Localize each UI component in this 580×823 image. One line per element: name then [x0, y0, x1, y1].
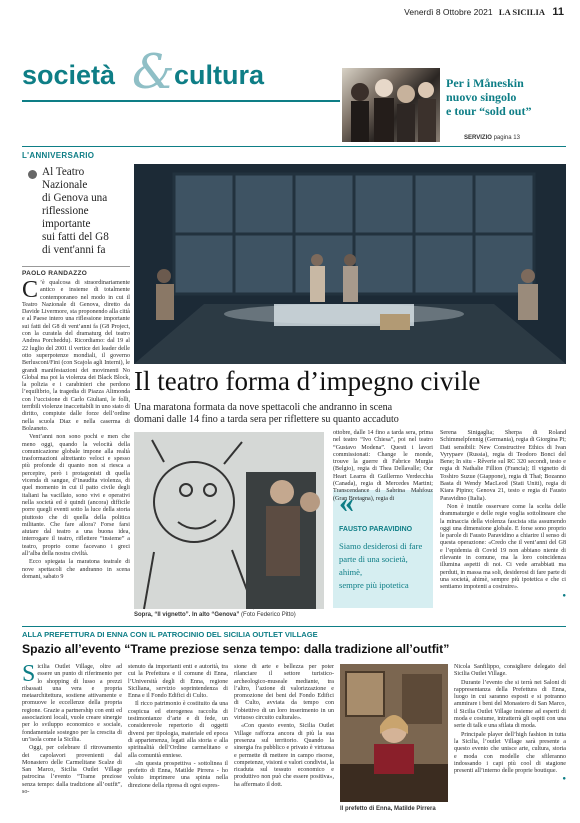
summary-line: Al Teatro: [42, 166, 85, 178]
header-date: Venerdì 8 Ottobre 2021: [404, 7, 493, 17]
summary-line: di vent'anni fa: [42, 244, 106, 256]
subhead-line-1: Una maratona formata da nove spettacoli che andranno in scena: [134, 402, 393, 413]
bottom-column-2: [128, 664, 228, 791]
article-author: PAOLO RANDAZZO: [22, 270, 88, 277]
stage-photo: [134, 164, 566, 364]
bottom-end-mark-icon: ●: [562, 776, 566, 783]
bottom-dropcap: S: [22, 661, 36, 687]
subhead-line-2: domani dalle 14 fino a tarda sera per riflettere su quanto accaduto: [134, 414, 399, 425]
prefetto-caption: Il prefetto di Enna, Matilde Pirrera: [340, 806, 436, 812]
sketch-photo: [134, 432, 324, 609]
section-left: società: [22, 60, 116, 90]
official-portrait-icon: [340, 664, 448, 802]
summary-line: importante: [42, 218, 91, 230]
bottom-column-5: [454, 664, 566, 785]
caption-rest: (Foto Federico Pitto): [241, 612, 296, 618]
sketch-drawing-icon: [134, 432, 324, 609]
bottom-c2-p2: Il ricco patrimonio è costituito da una cospicua ed eterogenea raccolta di testimonianze d’arte e di fede, un considerevole repertorio di oggetti diversi per tipologia, materiale ed epoca di appartenenza, legati alla storia e alla spiritualità dell’Ordine carmelitano e alla comunità enniese.: [128, 701, 228, 759]
quote-box: [333, 486, 433, 608]
col3-p1: Serena Sinigaglia; Sherpa di Roland Schimmelpfennig (Germania), regia di Giorgina Pi; Dati sensibili: New Constructive Ethics di Ivan Vyrypaev (Russia), regia di Teodoro Bonci del Bene; In situ - Rêverie sul RC 320 secondi, testo e regia di Nathalie Fillion (Francia); Il vignetto di Toshiro Suzue (Giappone), regia di Thaï; Bozanno Basta di Wendy MacLeod (Stati Uniti), regia di Kiara Pipino; Genova 21, testo e regia di Fausto Paravidino (Italia).: [440, 430, 566, 502]
article-column-2-cont: [333, 610, 433, 625]
header-page: 11: [552, 6, 564, 18]
quote-text: [339, 540, 431, 592]
quote-line: Siamo desiderosi di fare: [339, 541, 423, 551]
summary-line: di Genova una: [42, 192, 108, 204]
teaser-text[interactable]: [446, 76, 566, 118]
article-column-2: [333, 430, 433, 502]
bottom-c5-end: [454, 776, 566, 783]
article-column-3: [440, 430, 566, 601]
bottom-c5-p1: Nicola Sanfilippo, consigliere delegato del Sicilia Outlet Village.: [454, 664, 566, 678]
section-right: cultura: [174, 60, 265, 90]
col1-p1: ’è qualcosa di straordinariamente antico e insieme di totalmente contemporaneo nel modo in cui il Teatro Nazionale di Genova, diretto da Davide Livermore, sta proponendo alla città e al Paese intero una riflessione importante sui fatti del G8 di vent’anni fa (G8 Project, con la curatela del dramaturg del teatro Andrea Porcheddu). Ricordiamo: dal 19 al 22 luglio del 2001 il vertice dei leader delle otto superpotenze mondiali, il governo Berlusconi/Fini (con Scajola agli Interni), le grandi manifestazioni dei movimenti No Global ma poi la violenza dei Black Block, la polizia e i carabinieri che perdono l’equilibrio, la tragedia di Piazza Alimonda con l’uccisione di Carlo Giuliani, le folli, terribili violenze inaccettabili in uno stato di diritto, compiute dalle forze dell’ordine nella scuola Diaz e nella caserma di Bolzaneto.: [22, 280, 130, 432]
teaser-service: SERVIZIO: [464, 135, 492, 141]
teaser-line-2: nuovo singolo: [446, 90, 517, 104]
quote-name: FAUSTO PARAVIDINO: [339, 526, 413, 533]
summary-line: sui fatti del G8: [42, 231, 109, 243]
caption-bold: Sopra, “Il vignetto”. In alto “Genova”: [134, 612, 240, 618]
bottom-rule: [22, 626, 566, 627]
col3-p2: Non è inutile osservare come la scelta delle drammaturgie e delle regie voglia sottolineare che la minaccia della violenza fascista stia assumendo oggi una dimensione globale. E forse sono proprio le parole di Fausto Paravidino a chiarire il senso di questa operazione: «Credo che il vent’anni del G8 e l’epidemia di Covid 19 non abbiano niente di rilevante in comune, ma la loro coincidenza illumina aspetti di noi. Ci vede arrabbiati ma perduti, in massa ma soli, desiderosi di fare parte di una società, ahimè, sempre più ipotetica e che ci sentiamo impotenti a costruire».: [440, 503, 566, 591]
article-kicker: L'ANNIVERSARIO: [22, 151, 95, 160]
theatre-stage-icon: [134, 164, 566, 364]
section-rule: [22, 100, 340, 102]
teaser-line-1: Per i Måneskin: [446, 76, 524, 90]
bottom-c5-p2: Durante l’evento che si terrà nei Saloni di rappresentanza della Prefettura di Enna, luogo in cui saranno esposti e si potranno ammirare i beni del Monastero di San Marco, il Sicilia Outlet Village insieme ad esperti di moda e costume, intratterrà gli ospiti con una serie di talk e una sfilata di moda.: [454, 679, 566, 730]
bottom-c1-p1: icilia Outlet Village, oltre ad essere un punto di riferimento per lo shopping di lusso a prezzi ribassati una vera e propria metaarchitettura, sostiene attivamente e promuove le eccellenze della propria regione. Grazie a partnership con enti ed associazioni locali, vuole creare sinergie per lo sviluppo economico e sociale, fondamentale sostegno per la crescita di un’isola come la Sicilia.: [22, 664, 122, 743]
subhead: [134, 402, 566, 426]
bottom-c2-p1: stenuto da importanti enti e autorità, tra cui la Prefettura e il comune di Enna, l’Università degli di Enna, regione Siciliana, servizio soprintendenza di Enna e il Fondo Edifici di Culto.: [128, 664, 228, 700]
bottom-c5-p3: Principale player dell’high fashion in tutta la Sicilia, l’outlet Village sarà presente a questo evento che unisce arte, cultura, storia e moda con modelle che sfileranno indossando i capi più cool di stagione presenti all’interno delle proprie boutique.: [454, 731, 566, 775]
teaser-photo: [342, 68, 440, 142]
bottom-kicker: ALLA PREFETTURA DI ENNA CON IL PATROCINIO DEL SICILIA OUTLET VILLAGE: [22, 630, 318, 639]
page-header: [404, 6, 564, 18]
article-summary: [42, 166, 132, 257]
bottom-c1-p2: Oggi, per celebrare il ritrovamento dei capolavori provenienti dal Monastero delle Carmelitane Scalze di San Marco, Sicilia Outlet Village patrocina l’evento “Trame preziose senza tempo: dalla tradizione all’outfit”, so-: [22, 745, 122, 796]
bottom-c2-p3: «In questa prospettiva - sottolinea il prefetto di Enna, Matilde Pirrera - ho voluto imprimere una spinta nella direzione della ripresa di ogni espres-: [128, 760, 228, 789]
col3-end: [440, 593, 566, 600]
col1-p2: Vent’anni non sono pochi e men che meno oggi, quando la velocità della comunicazione globale impone alla realtà trasformazioni altrettanto veloci e spesso più profonde di quanto non si riesca a percepire, però i protagonisti di quella vicenda di sangue, d’inaudita violenza, di quel momento in cui il patto civile degli italiani ha vacillato, sono vivi e operativi nella società ed è quindi (ancora) difficile porre quegli eventi sotto la luce della storia piuttosto che di quella della politica militante. Che fare allora? Forse farsi aiutare dal teatro a una buona idea, interrogare il teatro, riflettere “insieme” a teatro, proprio come facevano i greci all’alba della nostra civiltà.: [22, 434, 130, 557]
band-silhouettes-icon: [342, 68, 440, 142]
bottom-c3-p2: «Con questo evento, Sicilia Outlet Village rafforza ancora di più la sua presenza sul territorio. Quando la sinergia fra pubblico e privato è virtuosa e permette di mettere in campo risorse, competenze, visioni e valori condivisi, la ricaduta sul tessuto economico e produttivo non può che essere positiva», ha affermato il dott.: [234, 723, 335, 788]
headline: Il teatro forma d’impegno civile: [134, 366, 481, 396]
summary-line: riflessione: [42, 205, 89, 217]
quote-line: sempre più ipotetica: [339, 580, 409, 590]
header-paper: LA SICILIA: [498, 7, 545, 17]
dropcap: C: [22, 277, 39, 303]
author-rule: [22, 266, 130, 267]
summary-line: Nazionale: [42, 179, 88, 191]
teaser-ref[interactable]: [464, 135, 520, 141]
quote-line: parte di una società, ahimè,: [339, 554, 408, 577]
bottom-column-1: [22, 661, 122, 797]
col1-p3: Ecco spiegata la maratona teatrale di nove spettacoli che andranno in scena domani, sabato 9: [22, 559, 130, 580]
col2-p1: ottobre, dalle 14 fino a tarda sera, prima nel teatro “Ivo Chiesa”, poi nel teatro “Gustavo Modena”. Questi i lavori commissionati: Change le monde, trouve la guerre di Fabrice Murgia (Belgio), regia di Thea Dellavalle; Our Heart Learns di Guillermo Verdecchia (Canada), regia di Mercedes Martini; Transcendance di Sabrina Mahfouz (Gran Bretagna), regia di: [333, 430, 433, 502]
photo-caption: [134, 612, 296, 618]
bottom-column-3: [234, 664, 334, 790]
teaser-line-3: e tour “sold out”: [446, 104, 532, 118]
bottom-headline: Spazio all’evento “Trame preziose senza tempo: dalla tradizione all’outfit”: [22, 642, 450, 656]
article-column-1: [22, 277, 130, 582]
prefetto-photo: [340, 664, 448, 802]
section-ampersand: &: [132, 44, 175, 100]
teaser-page-ref: pagina 13: [493, 135, 520, 141]
end-mark-icon: ●: [562, 592, 566, 599]
quote-mark-icon: «: [339, 486, 354, 519]
teaser-rule: [22, 146, 566, 147]
bottom-c3-p1: sione di arte e bellezza per poter rilanciare il settore turistico-archeologico-museale mediante, tra l’altro, l’azione di valorizzazione e promozione dei beni del Fondo Edifici di Culto, avviata da tempo con l’obiettivo di un loro inserimento in un virtuoso circuito culturale».: [234, 664, 334, 722]
summary-bullet-icon: [28, 170, 37, 179]
